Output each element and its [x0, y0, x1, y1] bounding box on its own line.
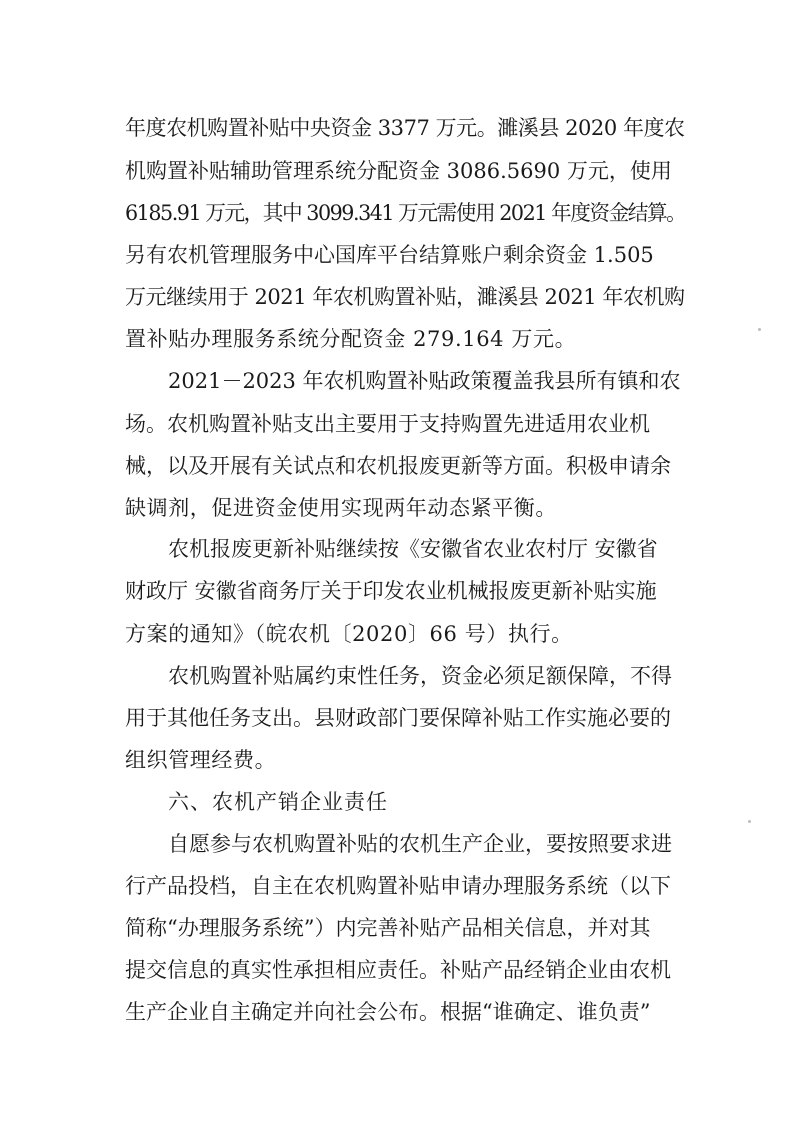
text-line: 农机购置补贴属约束性任务，资金必须足额保障，不得	[168, 664, 672, 688]
scan-speck	[758, 328, 761, 331]
scan-speck	[748, 820, 751, 823]
text-line: 缺调剂，促进资金使用实现两年动态紧平衡。	[125, 496, 557, 520]
text-line: 万元继续用于 2021 年农机购置补贴，濉溪县 2021 年农机购	[125, 285, 685, 309]
text-line: 农机报废更新补贴继续按《安徽省农业农村厅 安徽省	[168, 537, 658, 561]
text-line: 组织管理经费。	[125, 748, 277, 772]
text-line: 自愿参与农机购置补贴的农机生产企业，要按照要求进	[168, 832, 672, 856]
text-line: 用于其他任务支出。县财政部门要保障补贴工作实施必要的	[125, 706, 671, 730]
text-line: 场。农机购置补贴支出主要用于支持购置先进适用农业机	[125, 412, 650, 436]
text-line: 6185.91 万元，其中 3099.341 万元需使用 2021 年度资金结算。	[125, 201, 686, 225]
text-line: 2021－2023 年农机购置补贴政策覆盖我县所有镇和农	[168, 369, 681, 393]
text-line: 生产企业自主确定并向社会公布。根据“谁确定、谁负责”	[125, 1000, 651, 1024]
text-line: 年度农机购置补贴中央资金 3377 万元。濉溪县 2020 年度农	[125, 116, 685, 140]
text-line: 械，以及开展有关试点和农机报废更新等方面。积极申请余	[125, 454, 671, 478]
text-line: 机购置补贴辅助管理系统分配资金 3086.5690 万元，使用	[125, 159, 672, 183]
text-line: 行产品投档，自主在农机购置补贴申请办理服务系统（以下	[125, 874, 671, 898]
text-line: 另有农机管理服务中心国库平台结算账户剩余资金 1.505	[125, 243, 654, 267]
section-heading: 六、农机产销企业责任	[168, 790, 388, 814]
text-line: 方案的通知》（皖农机〔2020〕66 号）执行。	[125, 622, 573, 646]
text-line: 简称“办理服务系统”）内完善补贴产品相关信息，并对其	[125, 916, 651, 940]
text-line: 财政厅 安徽省商务厅关于印发农业机械报废更新补贴实施	[125, 579, 657, 603]
text-line: 提交信息的真实性承担相应责任。补贴产品经销企业由农机	[125, 958, 671, 982]
text-line: 置补贴办理服务系统分配资金 279.164 万元。	[125, 327, 577, 351]
